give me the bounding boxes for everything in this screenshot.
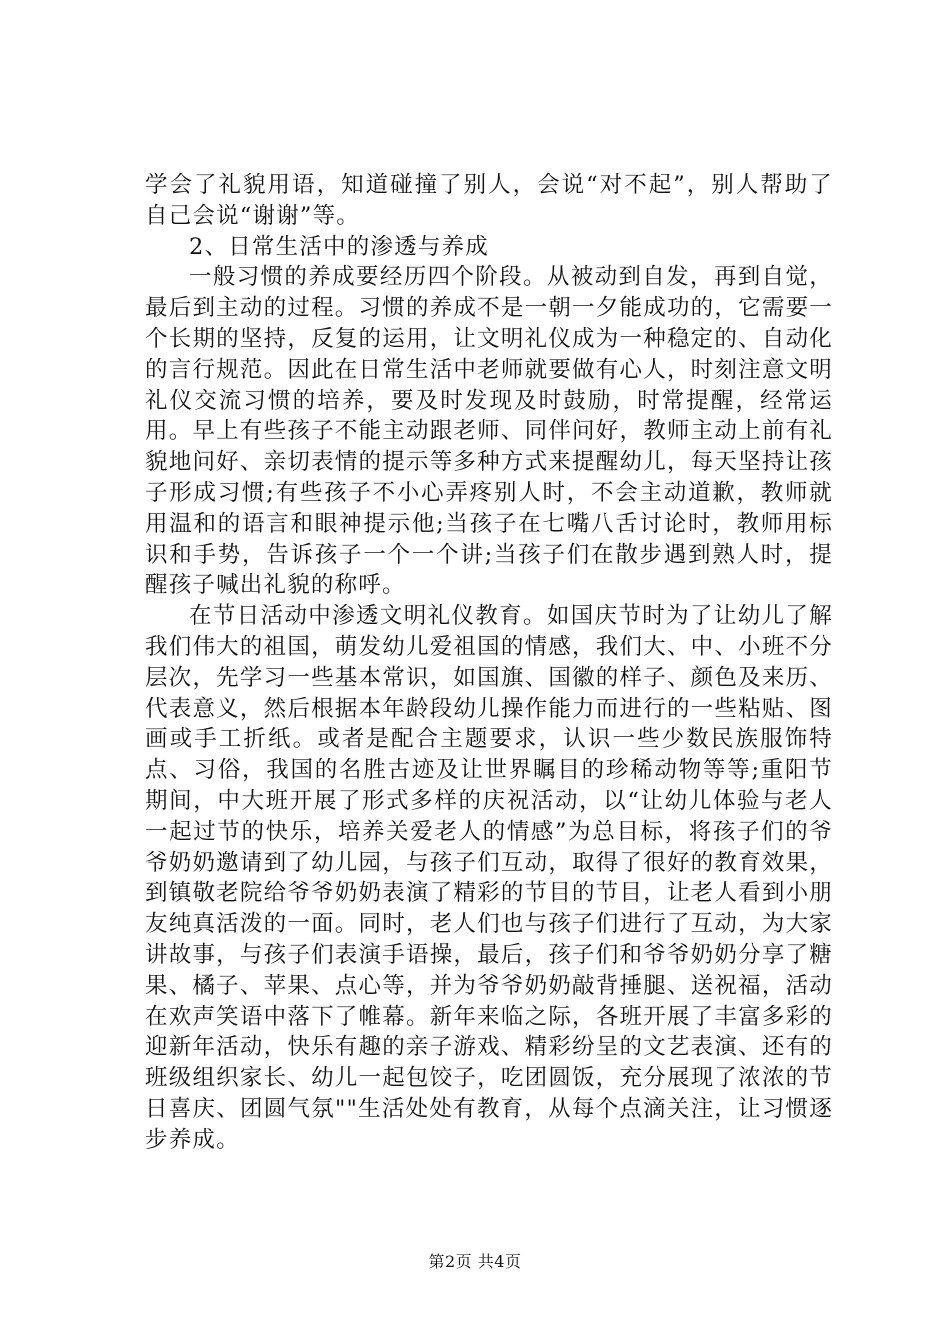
page-number: 第2页 共4页: [428, 1252, 522, 1271]
paragraph-continuation: 学会了礼貌用语，知道碰撞了别人，会说“对不起”，别人帮助了自己会说“谢谢”等。: [145, 172, 833, 229]
page-footer: [0, 1252, 950, 1272]
paragraph-habit-formation: 一般习惯的养成要经历四个阶段。从被动到自发，再到自觉，最后到主动的过程。习惯的养成不是一朝一夕能成功的，它需要一个长期的坚持，反复的运用，让文明礼仪成为一种稳定的、自动化的言行规范。因此在日常生活中老师就要做有心人，时刻注意文明礼仪交流习惯的培养，要及时发现及时鼓励，时常提醒，经常运用。早上有些孩子不能主动跟老师、同伴问好，教师主动上前有礼貌地问好、亲切表情的提示等多种方式来提醒幼儿，每天坚持让孩子形成习惯;有些孩子不小心弄疼别人时，不会主动道歉，教师就用温和的语言和眼神提示他;当孩子在七嘴八舌讨论时，教师用标识和手势，告诉孩子一个一个讲;当孩子们在散步遇到熟人时，提醒孩子喊出礼貌的称呼。: [145, 264, 833, 599]
section-heading: 2、日常生活中的渗透与养成: [189, 233, 489, 260]
paragraph-festival-activities: 在节日活动中渗透文明礼仪教育。如国庆节时为了让幼儿了解我们伟大的祖国，萌发幼儿爱祖国的情感，我们大、中、小班不分层次，先学习一些基本常识，如国旗、国徽的样子、颜色及来历、代表意义，然后根据本年龄段幼儿操作能力而进行的一些粘贴、图画或手工折纸。或者是配合主题要求，认识一些少数民族服饰特点、习俗，我国的名胜古迹及让世界瞩目的珍稀动物等等;重阳节期间，中大班开展了形式多样的庆祝活动，以“让幼儿体验与老人一起过节的快乐，培养关爱老人的情感”为总目标，将孩子们的爷爷奶奶邀请到了幼儿园，与孩子们互动，取得了很好的教育效果，到镇敬老院给爷爷奶奶表演了精彩的节目的节目，让老人看到小朋友纯真活泼的一面。同时，老人们也与孩子们进行了互动，为大家讲故事，与孩子们表演手语操，最后，孩子们和爷爷奶奶分享了糖果、橘子、苹果、点心等，并为爷爷奶奶敲背捶腿、送祝福，活动在欢声笑语中落下了帷幕。新年来临之际，各班开展了丰富多彩的迎新年活动，快乐有趣的亲子游戏、精彩纷呈的文艺表演、还有的班级组织家长、幼儿一起包饺子，吃团圆饭，充分展现了浓浓的节日喜庆、团圆气氛""生活处处有教育，从每个点滴关注，让习惯逐步养成。: [145, 603, 833, 1153]
document-body: [145, 170, 833, 1156]
